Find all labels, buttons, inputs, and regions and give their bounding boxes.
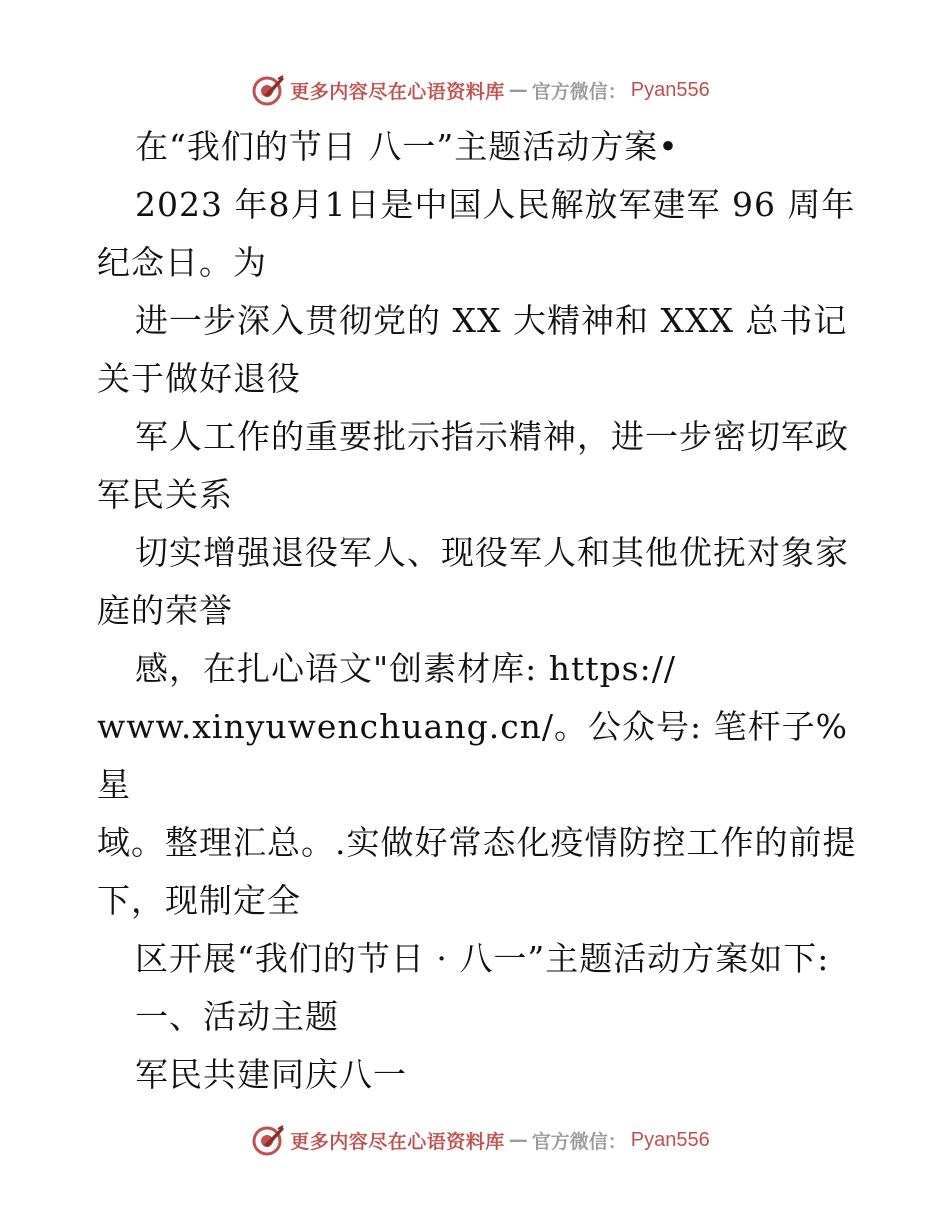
paragraph-epidemic: 域。整理汇总。.实做好常态化疫情防控工作的前提下，现制定全 (97, 823, 857, 920)
header-banner-dash: — (508, 79, 528, 101)
paragraph-url: www.xinyuwenchuang.cn/。公众号: 笔杆子%星 (97, 707, 849, 804)
header-watermark-banner (0, 70, 950, 110)
footer-watermark-banner (0, 1120, 950, 1160)
document-body (97, 118, 867, 1104)
paragraph-anniversary: 2023 年8月1日是中国人民解放军建军 96 周年纪念日。为 (97, 185, 856, 282)
footer-banner-dash: — (508, 1129, 528, 1151)
paragraph-honor: 切实增强退役军人、现役军人和其他优抚对象家庭的荣誉 (97, 533, 849, 630)
header-banner-wechat-label: 官方微信： (531, 80, 627, 103)
footer-banner-wechat-id: Pyan556 (630, 1128, 710, 1151)
document-title: 在“我们的节日 八一”主题活动方案• (135, 127, 679, 166)
header-banner-inner (252, 73, 710, 107)
footer-banner-inner (252, 1123, 710, 1157)
paragraph-plan-intro: 区开展“我们的节日 · 八一”主题活动方案如下: (135, 939, 830, 978)
header-banner-title: 更多内容尽在心语资料库 (290, 80, 505, 103)
paragraph-spirit: 进一步深入贯彻党的 XX 大精神和 XXX 总书记关于做好退役 (97, 301, 848, 398)
paragraph-source: 感，在扎心语文"创素材库: https:// (135, 649, 676, 688)
theme-text: 军民共建同庆八一 (135, 1055, 407, 1094)
header-banner-wechat-id: Pyan556 (630, 78, 710, 101)
footer-banner-title: 更多内容尽在心语资料库 (290, 1130, 505, 1153)
footer-banner-wechat-label: 官方微信： (531, 1130, 627, 1153)
paragraph-instructions: 军人工作的重要批示指示精神，进一步密切军政军民关系 (97, 417, 849, 514)
section-heading-theme: 一、活动主题 (135, 997, 339, 1036)
quill-logo-icon (252, 73, 286, 107)
quill-logo-icon (252, 1123, 286, 1157)
